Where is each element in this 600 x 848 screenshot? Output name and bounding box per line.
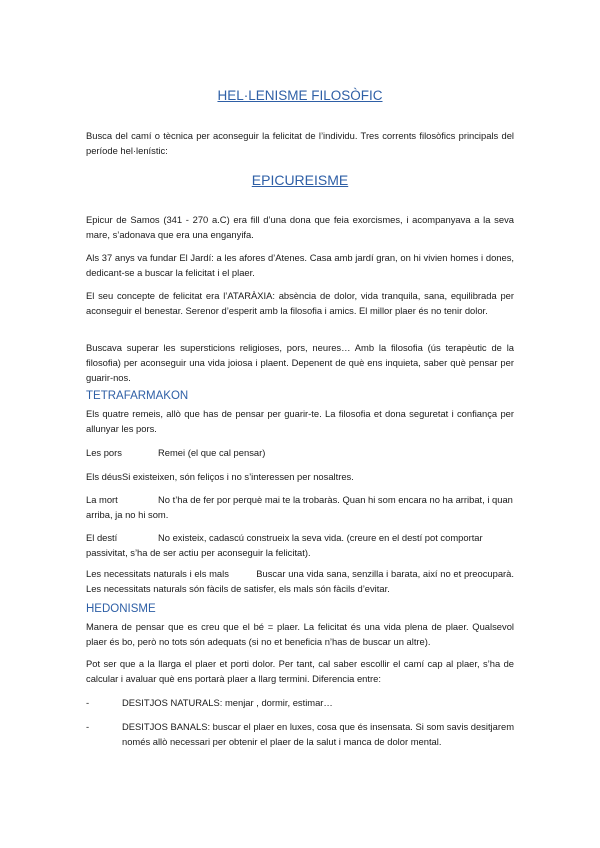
bullet-marker: -: [86, 721, 90, 732]
epicureisme-paragraph-2: Als 37 anys va fundar El Jardí: a les afores d’Atenes. Casa amb jardí gran, on hi vivien homes i dones, dedicant-se a buscar la felicitat i el plaer.: [86, 252, 514, 278]
bullet-item-desitjos-banals: [86, 719, 514, 749]
remedy-text: No t’ha de fer por perquè mai te la trobaràs. Quan hi som encara no ha arribat, i quan arriba, ja no hi som.: [86, 494, 513, 520]
document-title: HEL·LENISME FILOSÒFIC: [217, 88, 383, 103]
tetrafarmakon-intro: Els quatre remeis, allò que has de pensar per guarir-te. La filosofia et dona seguretat i confiança per allunyar les pors.: [86, 408, 514, 434]
remedy-row-necessitats: [86, 566, 514, 596]
intro-paragraph: Busca del camí o tècnica per aconseguir la felicitat de l’individu. Tres corrents filosòfics principals del període hel·lenístic:: [86, 130, 514, 156]
remedy-row-mort: [86, 492, 514, 522]
epicureisme-paragraph-3: El seu concepte de felicitat era l’ATARÀXIA: absència de dolor, vida tranquila, sana, equilibrada per aconseguir el benestar. Serenor d’esperit amb la filosofia i amics. El millor plaer és no tenir dolor.: [86, 290, 514, 316]
hedonisme-heading: HEDONISME: [86, 603, 156, 615]
remedy-row-deus: Els déusSi existeixen, són feliços i no s’interessen per nosaltres.: [86, 471, 354, 482]
bullet-text: DESITJOS NATURALS: menjar , dormir, estimar…: [122, 697, 333, 708]
bullet-item-desitjos-naturals: [86, 695, 514, 710]
epicureisme-heading: EPICUREISME: [251, 172, 349, 188]
epicureisme-paragraph-1: Epicur de Samos (341 - 270 a.C) era fill d’una dona que feia exorcismes, i acompanyava a la seva mare, s’adonava que era una enganyifa.: [86, 214, 514, 240]
hedonisme-paragraph-2: Pot ser que a la llarga el plaer et porti dolor. Per tant, cal saber escollir el camí cap al plaer, s’ha de calcular i avaluar què ens portarà plaer a llarg termini. Diferencia entre:: [86, 658, 514, 684]
remedy-term: El destí: [86, 532, 118, 543]
remedy-term: La mort: [86, 494, 118, 505]
tetrafarmakon-heading: TETRAFARMAKON: [86, 390, 189, 402]
remedy-row-desti: [86, 530, 514, 560]
bullet-text: DESITJOS BANALS: buscar el plaer en luxes, cosa que és insensata. Si som savis desitjarem només allò necessari per obtenir el plaer de la salut i manca de dolor mental.: [122, 721, 514, 747]
remedy-text: Buscar una vida sana, senzilla i barata, així no et preocuparà. Les necessitats naturals són fàcils de satisfer, els mals són fàcils d’evitar.: [86, 568, 514, 594]
bullet-marker: -: [86, 697, 90, 708]
remedy-text: Remei (el que cal pensar): [158, 447, 266, 458]
remedy-row-pors: [86, 445, 514, 460]
hedonisme-paragraph-1: Manera de pensar que es creu que el bé = plaer. La felicitat és una vida plena de plaer. Qualsevol plaer és bo, però no tots són adequats (si no et beneficia n’has de buscar un altre).: [86, 621, 514, 647]
remedy-text: No existeix, cadascú construeix la seva vida. (creure en el destí pot comportar passivitat, s’ha de ser actiu per aconseguir la felicitat).: [86, 532, 483, 558]
remedy-term: Les pors: [86, 447, 122, 458]
epicureisme-paragraph-4: Buscava superar les supersticions religioses, pors, neures… Amb la filosofia (ús terapèutic de la filosofia) per aconseguir una vida joiosa i plaent. Depenent de què ens inquieta, saber què pensar per guarir-nos.: [86, 342, 514, 383]
remedy-term: Les necessitats naturals i els mals: [86, 568, 229, 579]
